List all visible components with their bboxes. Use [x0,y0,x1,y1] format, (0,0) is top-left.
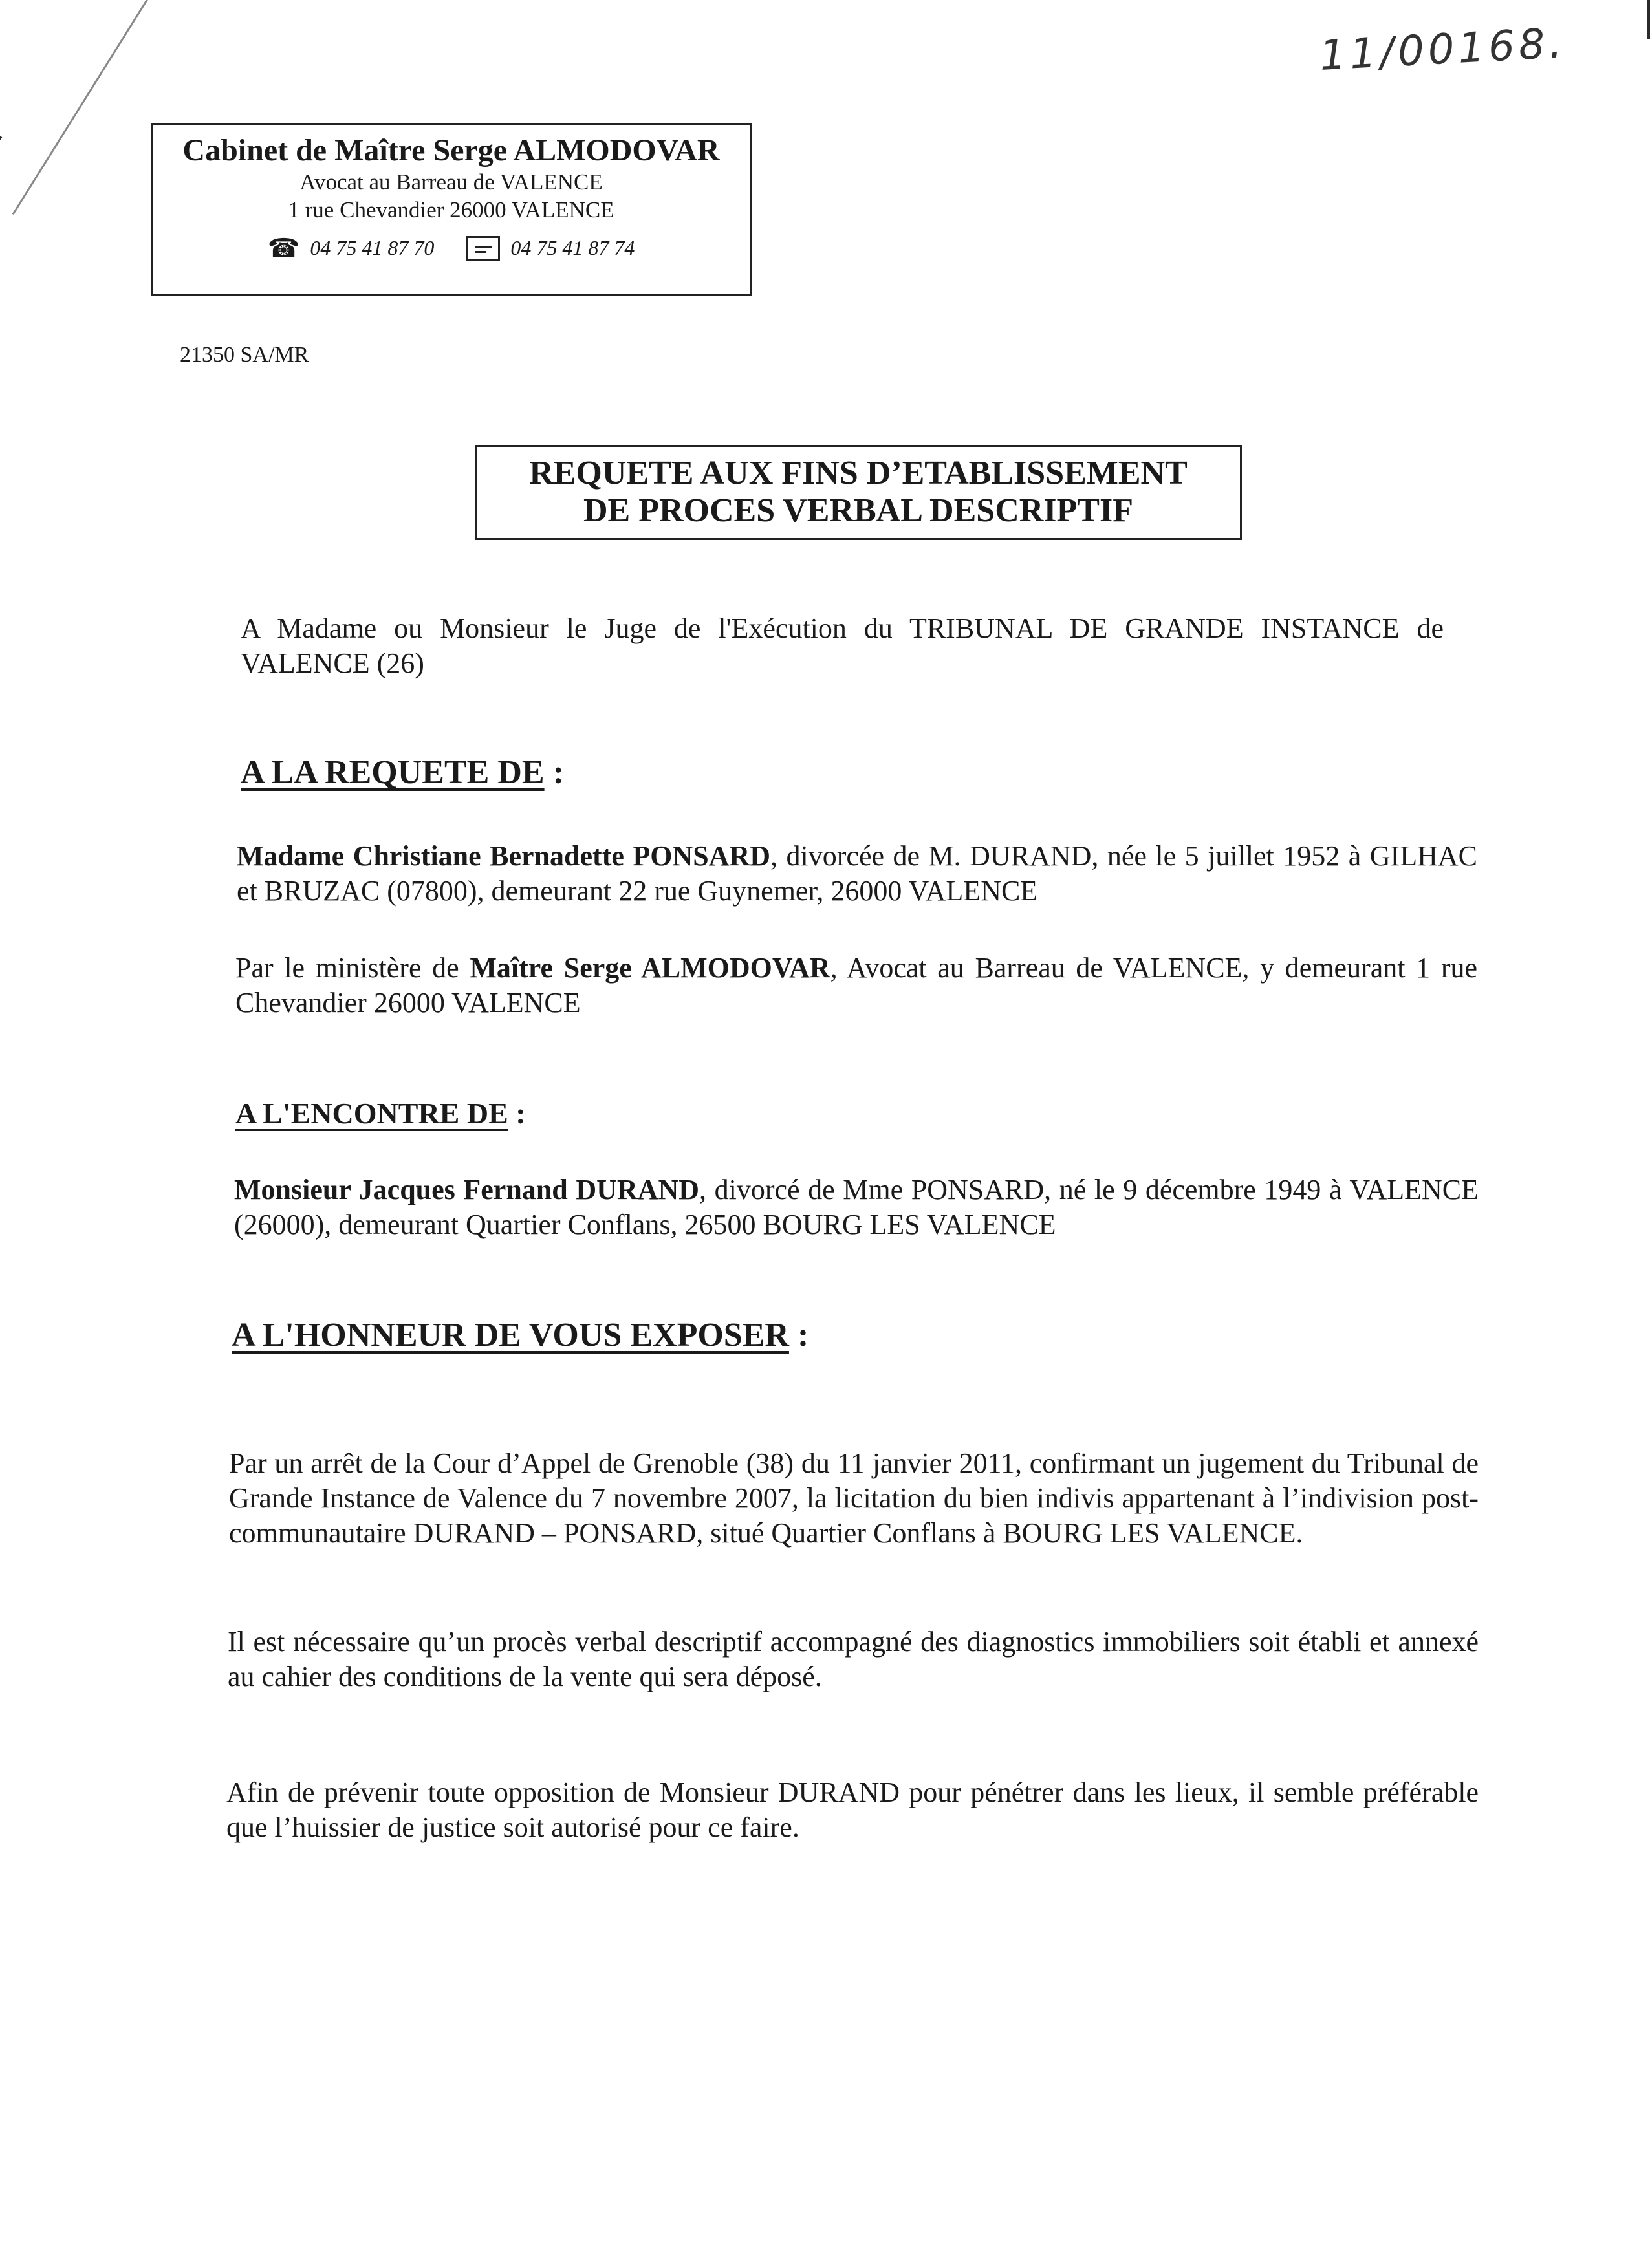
exposition-paragraph-1: Par un arrêt de la Cour d’Appel de Grenoble (38) du 11 janvier 2011, confirmant un jugement du Tribunal de Grande Instance de Valence du 7 novembre 2007, la licitation du bien indivis appartenant à l’indivision post-communautaire DURAND – PONSARD, situé Quartier Conflans à BOURG LES VALENCE. [229,1447,1479,1549]
title-line-2: DE PROCES VERBAL DESCRIPTIF [583,492,1133,529]
phone-number: 04 75 41 87 70 [310,236,435,259]
title-line-1: REQUETE AUX FINS D’ETABLISSEMENT [529,455,1188,491]
firm-name: Cabinet de Maître Serge ALMODOVAR [182,133,720,167]
firm-bar: Avocat au Barreau de VALENCE [299,169,603,195]
fax-number: 04 75 41 87 74 [510,236,635,259]
heading-requete-colon: : [544,754,564,791]
opposing-party-details: , divorcé de Mme PONSARD, né le 9 décembre 1949 à VALENCE (26000), demeurant Quartier Conflans, 26500 BOURG LES VALENCE [234,1174,1479,1240]
opposing-party [234,1172,1479,1242]
counsel-prefix: Par le ministère de [235,952,470,984]
handwritten-reference: 11/00168. [1318,19,1567,80]
requesting-party-name: Madame Christiane Bernadette PONSARD [237,840,771,872]
counsel [235,951,1477,1021]
opposing-party-name: Monsieur Jacques Fernand DURAND [234,1174,700,1205]
firm-contacts [153,233,750,263]
counsel-details: , Avocat au Barreau de VALENCE, y demeurant 1 rue Chevandier 26000 VALENCE [235,952,1478,1019]
exposition-paragraph-3: Afin de prévenir toute opposition de Monsieur DURAND pour pénétrer dans les lieux, il semble préférable que l’huissier de justice soit autorisé pour ce faire. [226,1777,1479,1843]
document-title [475,445,1242,540]
scan-right-edge [1647,0,1650,39]
exposition-paragraph-2: Il est nécessaire qu’un procès verbal descriptif accompagné des diagnostics immobiliers soit établi et annexé au cahier des conditions de la vente qui sera déposé. [228,1626,1479,1692]
fax-icon [466,236,500,261]
heading-requete [241,753,564,792]
firm-address: 1 rue Chevandier 26000 VALENCE [288,197,614,222]
heading-exposer-colon: : [788,1317,809,1354]
heading-encontre [235,1096,526,1130]
requesting-party [237,839,1477,909]
heading-requete-text: A LA REQUETE DE [241,754,545,791]
addressee: A Madame ou Monsieur le Juge de l'Exécution du TRIBUNAL DE GRANDE INSTANCE de VALENCE (26) [241,612,1444,679]
heading-encontre-colon: : [508,1097,526,1130]
heading-encontre-text: A L'ENCONTRE DE [235,1097,508,1130]
heading-exposer-text: A L'HONNEUR DE VOUS EXPOSER [232,1317,789,1354]
scan-edge-line [0,136,2,261]
requesting-party-details: , divorcée de M. DURAND, née le 5 juillet 1952 à GILHAC et BRUZAC (07800), demeurant 22 rue Guynemer, 26000 VALENCE [237,840,1477,907]
counsel-name: Maître Serge ALMODOVAR [470,952,830,984]
file-reference: 21350 SA/MR [180,343,309,367]
telephone-icon: ☎ [267,233,300,263]
letterhead-box [151,123,752,296]
heading-exposer [232,1316,809,1354]
